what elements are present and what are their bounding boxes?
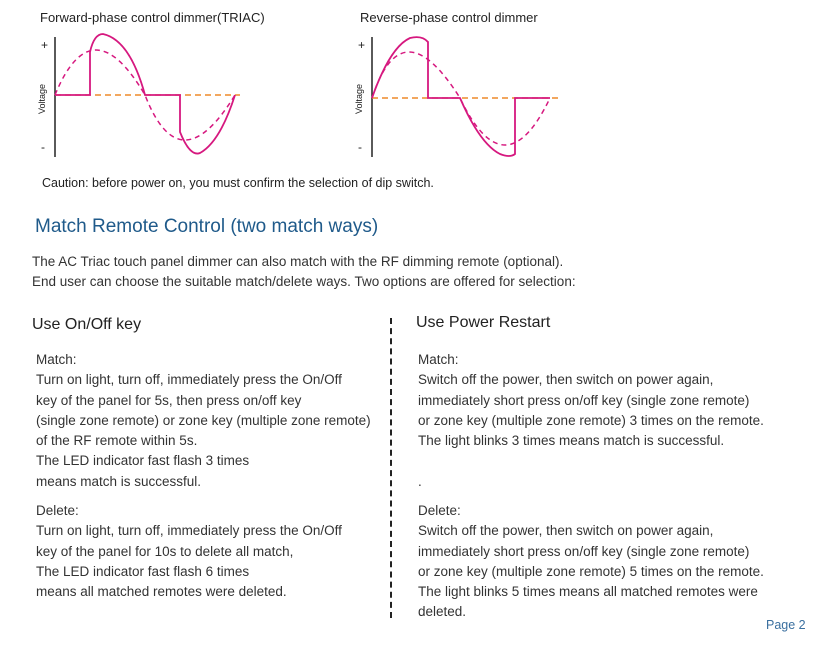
intro-text (32, 252, 576, 292)
delete-line: Switch off the power, then switch on power again, (418, 523, 714, 539)
intro-line: The AC Triac touch panel dimmer can also match with the RF dimming remote (optional). (32, 254, 564, 269)
match-line: means match is successful. (36, 473, 202, 489)
match-line: (single zone remote) or zone key (multiple zone remote) (36, 412, 371, 428)
reverse-y-axis-label: Voltage (354, 83, 364, 114)
intro-line: End user can choose the suitable match/delete ways. Two options are offered for selection: (32, 274, 576, 289)
forward-y-axis-label: Voltage (37, 83, 47, 114)
stray-dot: . (418, 474, 422, 489)
reverse-chart-title: Reverse-phase control dimmer (360, 10, 538, 25)
match-line: immediately short press on/off key (single zone remote) (418, 392, 750, 408)
page-number: Page 2 (766, 618, 806, 632)
match-line: or zone key (multiple zone remote) 3 times on the remote. (418, 412, 764, 428)
left-column-heading: Use On/Off key (32, 316, 142, 333)
delete-label: Delete: (418, 503, 461, 518)
delete-line: key of the panel for 10s to delete all match, (36, 543, 294, 559)
caution-note: Caution: before power on, you must confirm the selection of dip switch. (42, 176, 434, 190)
match-line: Switch off the power, then switch on power again, (418, 372, 714, 388)
match-line: Turn on light, turn off, immediately press the On/Off (36, 372, 342, 388)
left-match-block (36, 350, 371, 492)
delete-label: Delete: (36, 503, 79, 518)
forward-minus-sign: - (41, 140, 45, 154)
delete-line: means all matched remotes were deleted. (36, 584, 287, 600)
match-label: Match: (418, 352, 459, 367)
delete-line: Turn on light, turn off, immediately press the On/Off (36, 523, 342, 539)
forward-chart-title: Forward-phase control dimmer(TRIAC) (40, 10, 265, 25)
delete-line: or zone key (multiple zone remote) 5 times on the remote. (418, 563, 764, 579)
reverse-minus-sign: - (358, 140, 362, 154)
forward-phase-waveform (30, 32, 250, 162)
match-line: of the RF remote within 5s. (36, 433, 198, 449)
match-line: The light blinks 3 times means match is successful. (418, 433, 725, 449)
match-line: key of the panel for 5s, then press on/off key (36, 392, 302, 408)
delete-line: The light blinks 5 times means all matched remotes were (418, 584, 758, 600)
forward-plus-sign: + (41, 38, 49, 52)
right-match-block (418, 350, 764, 451)
delete-line: deleted. (418, 604, 467, 620)
match-line: The LED indicator fast flash 3 times (36, 453, 250, 469)
delete-line: The LED indicator fast flash 6 times (36, 563, 250, 579)
match-label: Match: (36, 352, 77, 367)
right-column-heading: Use Power Restart (416, 314, 551, 331)
reverse-phase-waveform (350, 32, 570, 162)
column-divider (390, 318, 392, 618)
reverse-chopped-wave (372, 37, 550, 156)
section-title: Match Remote Control (two match ways) (35, 216, 379, 237)
left-delete-block (36, 501, 342, 602)
right-delete-block (418, 501, 764, 623)
forward-chopped-wave (55, 34, 235, 154)
delete-line: immediately short press on/off key (single zone remote) (418, 543, 750, 559)
reverse-plus-sign: + (358, 38, 366, 52)
